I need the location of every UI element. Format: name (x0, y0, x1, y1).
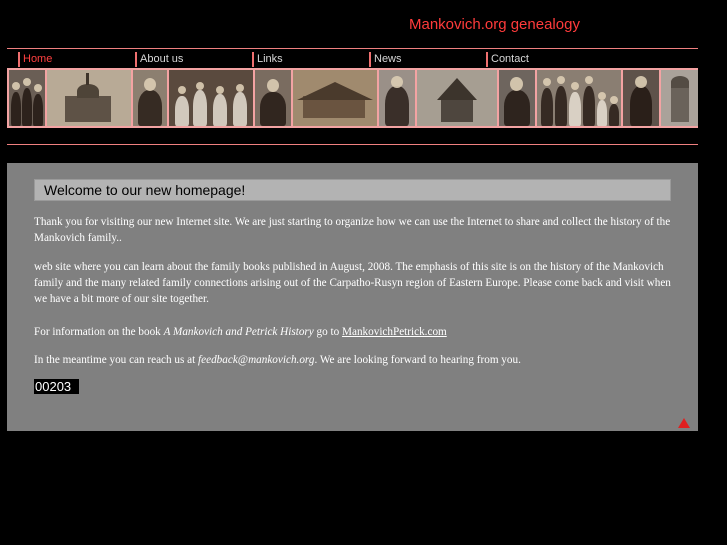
woman-standing-photo (623, 70, 659, 126)
book-info-paragraph (34, 324, 674, 340)
main-content (7, 163, 698, 431)
nav-item-news[interactable]: News (369, 52, 402, 67)
woman-portrait-photo (255, 70, 291, 126)
large-family-photo (537, 70, 621, 126)
family-seated-photo (169, 70, 253, 126)
book-title: A Mankovich and Petrick History (163, 326, 314, 338)
nav-item-contact[interactable]: Contact (486, 52, 529, 67)
family-books-paragraph: web site where you can learn about the family books published in August, 2008. The emphasis of this site is on the history of the Mankovich family and the many related family connections arising out of the Carpatho-Rusyn region of Eastern Europe. Please come back and visit when we have a bit more of our site together. (34, 261, 671, 305)
wooden-house-photo (293, 70, 377, 126)
bottom-divider (7, 144, 698, 145)
mankovichpetrick-link[interactable]: MankovichPetrick.com (342, 326, 447, 338)
intro-paragraph: Thank you for visiting our new Internet site. We are just starting to organize how we can use the Internet to share and collect the history of the Mankovich family.. (34, 216, 671, 244)
top-divider (7, 48, 698, 49)
contact-suffix: . We are looking forward to hearing from you. (314, 354, 521, 366)
book-info-middle: go to (313, 326, 343, 338)
contact-paragraph (34, 352, 674, 368)
elder-portrait-photo (499, 70, 535, 126)
book-info-prefix: For information on the book (34, 326, 164, 338)
feedback-email: feedback@mankovich.org (198, 354, 315, 366)
nav-item-links[interactable]: Links (252, 52, 283, 67)
visitor-counter: 00203 (34, 379, 79, 394)
priest-portrait-photo (133, 70, 167, 126)
nav-item-home[interactable]: Home (18, 52, 52, 67)
back-to-top-icon[interactable] (678, 418, 690, 428)
welcome-heading: Welcome to our new homepage! (34, 179, 671, 201)
church-photo (47, 70, 131, 126)
man-portrait-photo (379, 70, 415, 126)
photo-strip (7, 68, 698, 128)
site-title: Mankovich.org genealogy (409, 16, 580, 33)
wooden-church-photo (417, 70, 497, 126)
family-group-photo (9, 70, 45, 126)
nav-item-about-us[interactable]: About us (135, 52, 183, 67)
contact-prefix: In the meantime you can reach us at (34, 354, 199, 366)
main-nav (7, 52, 698, 67)
tower-photo (661, 70, 698, 126)
